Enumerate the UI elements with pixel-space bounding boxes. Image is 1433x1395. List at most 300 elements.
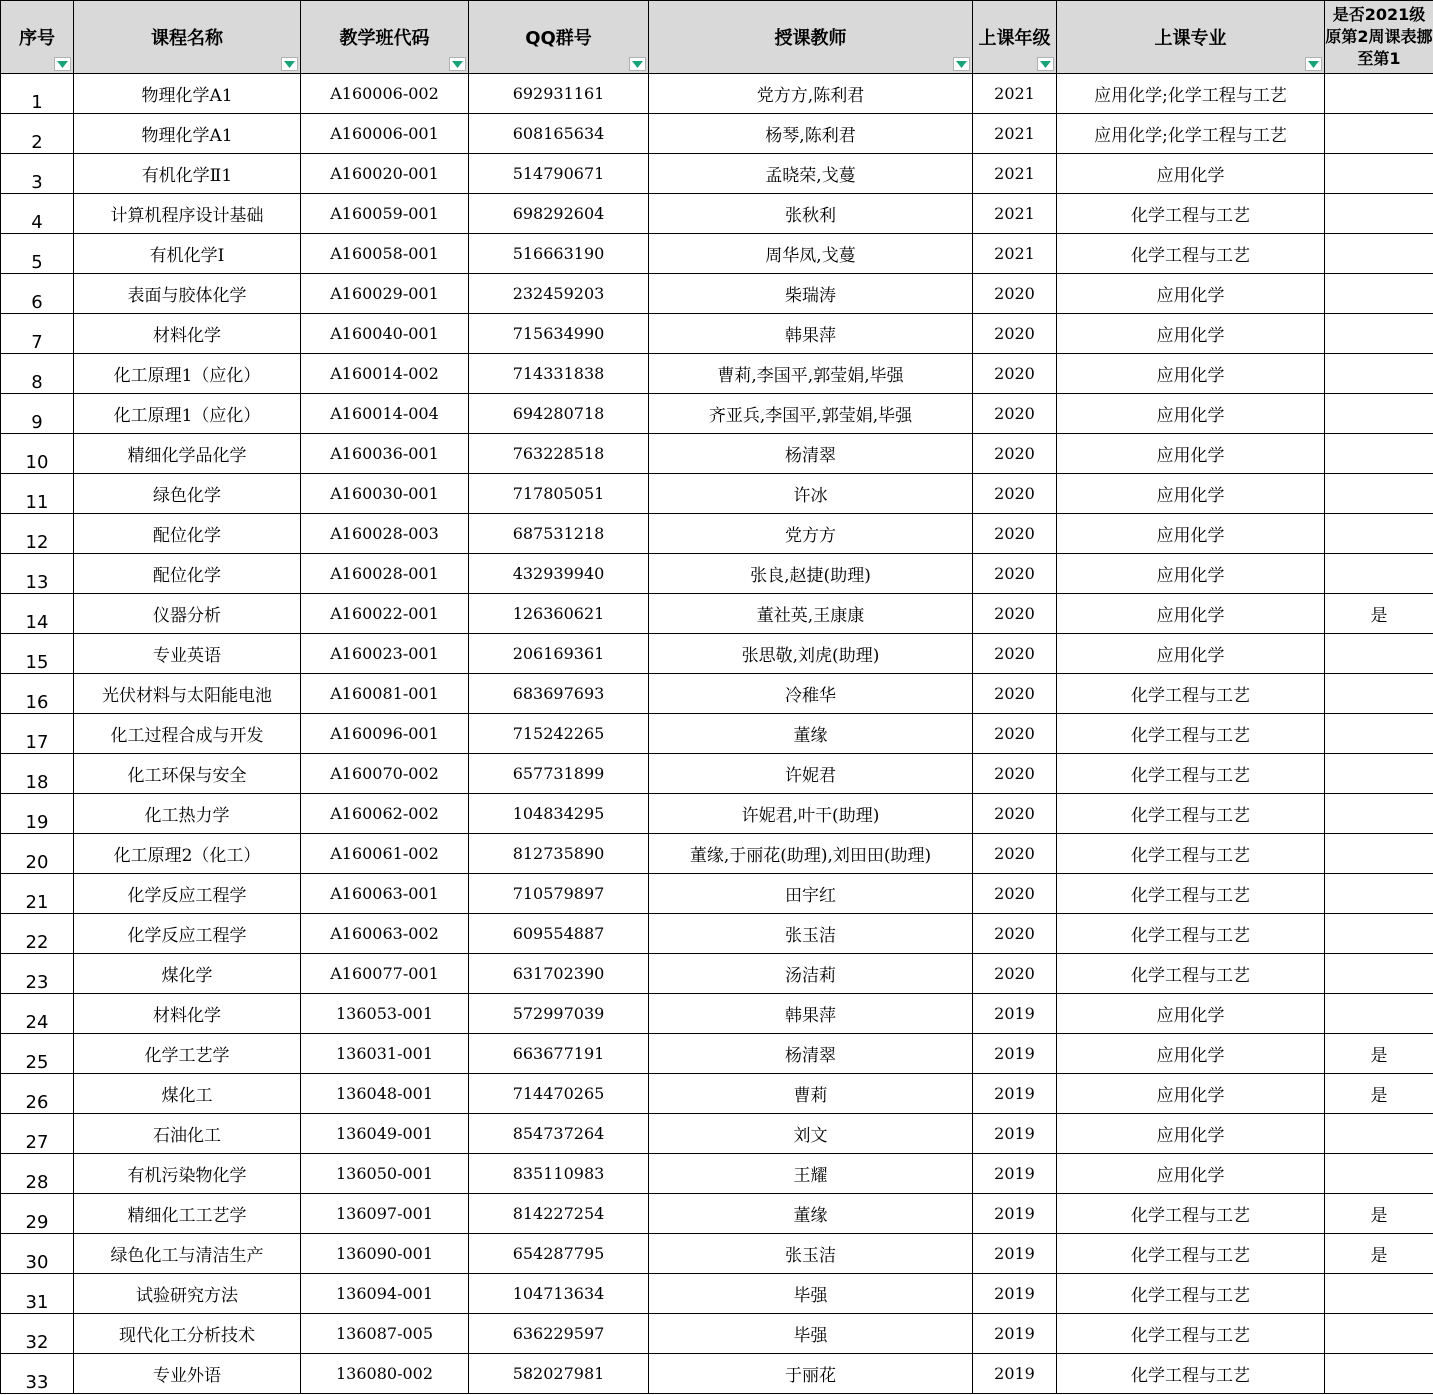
cell-course[interactable]: 仪器分析	[74, 594, 301, 634]
cell-class-code[interactable]: A160028-001	[301, 554, 469, 594]
cell-grade[interactable]: 2020	[973, 394, 1057, 434]
cell-moved[interactable]	[1325, 514, 1433, 554]
cell-moved[interactable]: 是	[1325, 1074, 1433, 1114]
cell-major[interactable]: 应用化学	[1057, 434, 1325, 474]
cell-course[interactable]: 计算机程序设计基础	[74, 194, 301, 234]
cell-class-code[interactable]: 136049-001	[301, 1114, 469, 1154]
cell-grade[interactable]: 2020	[973, 874, 1057, 914]
cell-teacher[interactable]: 齐亚兵,李国平,郭莹娟,毕强	[649, 394, 973, 434]
cell-grade[interactable]: 2021	[973, 194, 1057, 234]
cell-teacher[interactable]: 许妮君	[649, 754, 973, 794]
cell-qq[interactable]: 663677191	[469, 1034, 649, 1074]
cell-seq[interactable]: 2	[1, 114, 74, 154]
cell-grade[interactable]: 2019	[973, 1154, 1057, 1194]
cell-course[interactable]: 化学反应工程学	[74, 914, 301, 954]
cell-major[interactable]: 化学工程与工艺	[1057, 794, 1325, 834]
cell-major[interactable]: 化学工程与工艺	[1057, 234, 1325, 274]
cell-teacher[interactable]: 冷稚华	[649, 674, 973, 714]
table-row	[1, 674, 1433, 714]
cell-qq[interactable]: 683697693	[469, 674, 649, 714]
cell-moved[interactable]	[1325, 1274, 1433, 1314]
cell-moved[interactable]	[1325, 394, 1433, 434]
cell-teacher[interactable]: 于丽花	[649, 1354, 973, 1394]
cell-moved[interactable]	[1325, 114, 1433, 154]
cell-grade[interactable]: 2021	[973, 154, 1057, 194]
cell-qq[interactable]: 631702390	[469, 954, 649, 994]
cell-moved[interactable]	[1325, 754, 1433, 794]
cell-major[interactable]: 化学工程与工艺	[1057, 714, 1325, 754]
cell-class-code[interactable]: 136050-001	[301, 1154, 469, 1194]
cell-class-code[interactable]: 136094-001	[301, 1274, 469, 1314]
cell-seq[interactable]: 25	[1, 1034, 74, 1074]
filter-dropdown-icon[interactable]	[281, 57, 298, 71]
cell-seq[interactable]: 21	[1, 874, 74, 914]
filter-dropdown-icon[interactable]	[953, 57, 970, 71]
cell-moved[interactable]	[1325, 794, 1433, 834]
table-row	[1, 514, 1433, 554]
cell-class-code[interactable]: 136031-001	[301, 1034, 469, 1074]
cell-qq[interactable]: 572997039	[469, 994, 649, 1034]
cell-teacher[interactable]: 许冰	[649, 474, 973, 514]
cell-moved[interactable]	[1325, 714, 1433, 754]
cell-seq[interactable]: 6	[1, 274, 74, 314]
table-row	[1, 274, 1433, 314]
cell-qq[interactable]: 694280718	[469, 394, 649, 434]
cell-course[interactable]: 化工热力学	[74, 794, 301, 834]
cell-class-code[interactable]: A160036-001	[301, 434, 469, 474]
cell-teacher[interactable]: 柴瑞涛	[649, 274, 973, 314]
cell-grade[interactable]: 2020	[973, 314, 1057, 354]
cell-qq[interactable]: 714470265	[469, 1074, 649, 1114]
cell-grade[interactable]: 2020	[973, 634, 1057, 674]
cell-major[interactable]: 应用化学	[1057, 274, 1325, 314]
cell-seq[interactable]: 7	[1, 314, 74, 354]
cell-qq[interactable]: 104834295	[469, 794, 649, 834]
table-row	[1, 234, 1433, 274]
cell-moved[interactable]	[1325, 154, 1433, 194]
cell-major[interactable]: 化学工程与工艺	[1057, 834, 1325, 874]
cell-seq[interactable]: 29	[1, 1194, 74, 1234]
cell-class-code[interactable]: A160077-001	[301, 954, 469, 994]
cell-teacher[interactable]: 孟晓荣,戈蔓	[649, 154, 973, 194]
cell-seq[interactable]: 16	[1, 674, 74, 714]
cell-course[interactable]: 专业外语	[74, 1354, 301, 1394]
cell-seq[interactable]: 8	[1, 354, 74, 394]
cell-grade[interactable]: 2019	[973, 1274, 1057, 1314]
cell-teacher[interactable]: 董缘	[649, 1194, 973, 1234]
cell-teacher[interactable]: 汤洁莉	[649, 954, 973, 994]
cell-teacher[interactable]: 董缘	[649, 714, 973, 754]
cell-grade[interactable]: 2020	[973, 594, 1057, 634]
cell-moved[interactable]: 是	[1325, 1234, 1433, 1274]
cell-moved[interactable]	[1325, 234, 1433, 274]
cell-grade[interactable]: 2019	[973, 1314, 1057, 1354]
cell-course[interactable]: 精细化工工艺学	[74, 1194, 301, 1234]
cell-course[interactable]: 物理化学A1	[74, 74, 301, 114]
cell-moved[interactable]: 是	[1325, 1194, 1433, 1234]
cell-seq[interactable]: 20	[1, 834, 74, 874]
cell-seq[interactable]: 3	[1, 154, 74, 194]
table-row	[1, 1234, 1433, 1274]
cell-teacher[interactable]: 杨琴,陈利君	[649, 114, 973, 154]
cell-moved[interactable]	[1325, 474, 1433, 514]
cell-major[interactable]: 应用化学	[1057, 634, 1325, 674]
cell-course[interactable]: 石油化工	[74, 1114, 301, 1154]
cell-course[interactable]: 化学工艺学	[74, 1034, 301, 1074]
cell-major[interactable]: 应用化学	[1057, 154, 1325, 194]
cell-qq[interactable]: 763228518	[469, 434, 649, 474]
header-row	[1, 1, 1433, 74]
cell-class-code[interactable]: 136080-002	[301, 1354, 469, 1394]
cell-moved[interactable]	[1325, 194, 1433, 234]
table-row	[1, 994, 1433, 1034]
cell-major[interactable]: 化学工程与工艺	[1057, 674, 1325, 714]
cell-grade[interactable]: 2020	[973, 954, 1057, 994]
cell-grade[interactable]: 2021	[973, 234, 1057, 274]
cell-major[interactable]: 化学工程与工艺	[1057, 1354, 1325, 1394]
cell-moved[interactable]	[1325, 1354, 1433, 1394]
cell-seq[interactable]: 22	[1, 914, 74, 954]
cell-moved[interactable]	[1325, 274, 1433, 314]
cell-class-code[interactable]: A160006-001	[301, 114, 469, 154]
cell-teacher[interactable]: 曹莉,李国平,郭莹娟,毕强	[649, 354, 973, 394]
cell-moved[interactable]	[1325, 1114, 1433, 1154]
cell-grade[interactable]: 2019	[973, 1114, 1057, 1154]
cell-major[interactable]: 应用化学	[1057, 1074, 1325, 1114]
cell-course[interactable]: 配位化学	[74, 554, 301, 594]
cell-moved[interactable]: 是	[1325, 1034, 1433, 1074]
cell-qq[interactable]: 814227254	[469, 1194, 649, 1234]
cell-course[interactable]: 化学反应工程学	[74, 874, 301, 914]
cell-course[interactable]: 化工过程合成与开发	[74, 714, 301, 754]
header-grade: 上课年级	[973, 1, 1057, 74]
cell-grade[interactable]: 2019	[973, 1234, 1057, 1274]
cell-major[interactable]: 应用化学	[1057, 994, 1325, 1034]
cell-teacher[interactable]: 张良,赵捷(助理)	[649, 554, 973, 594]
cell-qq[interactable]: 812735890	[469, 834, 649, 874]
cell-grade[interactable]: 2020	[973, 914, 1057, 954]
cell-teacher[interactable]: 王耀	[649, 1154, 973, 1194]
cell-course[interactable]: 配位化学	[74, 514, 301, 554]
cell-major[interactable]: 化学工程与工艺	[1057, 874, 1325, 914]
cell-course[interactable]: 有机化学Ⅱ1	[74, 154, 301, 194]
header-teacher: 授课教师	[649, 1, 973, 74]
cell-grade[interactable]: 2019	[973, 1034, 1057, 1074]
header-seq: 序号	[1, 1, 74, 74]
cell-moved[interactable]	[1325, 834, 1433, 874]
cell-seq[interactable]: 4	[1, 194, 74, 234]
cell-moved[interactable]	[1325, 994, 1433, 1034]
cell-class-code[interactable]: 136097-001	[301, 1194, 469, 1234]
cell-class-code[interactable]: A160062-002	[301, 794, 469, 834]
cell-major[interactable]: 化学工程与工艺	[1057, 754, 1325, 794]
cell-qq[interactable]: 657731899	[469, 754, 649, 794]
cell-qq[interactable]: 432939940	[469, 554, 649, 594]
cell-seq[interactable]: 12	[1, 514, 74, 554]
cell-course[interactable]: 有机化学Ⅰ	[74, 234, 301, 274]
cell-grade[interactable]: 2020	[973, 674, 1057, 714]
cell-major[interactable]: 应用化学	[1057, 394, 1325, 434]
cell-class-code[interactable]: A160014-002	[301, 354, 469, 394]
cell-major[interactable]: 化学工程与工艺	[1057, 1234, 1325, 1274]
cell-course[interactable]: 光伏材料与太阳能电池	[74, 674, 301, 714]
cell-qq[interactable]: 687531218	[469, 514, 649, 554]
cell-qq[interactable]: 126360621	[469, 594, 649, 634]
cell-class-code[interactable]: A160070-002	[301, 754, 469, 794]
cell-major[interactable]: 应用化学	[1057, 594, 1325, 634]
cell-qq[interactable]: 608165634	[469, 114, 649, 154]
cell-seq[interactable]: 5	[1, 234, 74, 274]
cell-teacher[interactable]: 张秋利	[649, 194, 973, 234]
table-row	[1, 354, 1433, 394]
cell-course[interactable]: 表面与胶体化学	[74, 274, 301, 314]
cell-qq[interactable]: 232459203	[469, 274, 649, 314]
cell-class-code[interactable]: A160029-001	[301, 274, 469, 314]
cell-major[interactable]: 化学工程与工艺	[1057, 1274, 1325, 1314]
cell-major[interactable]: 应用化学	[1057, 1154, 1325, 1194]
cell-seq[interactable]: 26	[1, 1074, 74, 1114]
cell-grade[interactable]: 2020	[973, 554, 1057, 594]
cell-course[interactable]: 煤化工	[74, 1074, 301, 1114]
cell-grade[interactable]: 2020	[973, 714, 1057, 754]
cell-class-code[interactable]: A160006-002	[301, 74, 469, 114]
cell-teacher[interactable]: 张玉洁	[649, 914, 973, 954]
cell-course[interactable]: 绿色化学	[74, 474, 301, 514]
filter-dropdown-icon[interactable]	[54, 57, 71, 71]
cell-teacher[interactable]: 韩果萍	[649, 314, 973, 354]
cell-moved[interactable]	[1325, 914, 1433, 954]
cell-course[interactable]: 化工原理2（化工）	[74, 834, 301, 874]
cell-major[interactable]: 化学工程与工艺	[1057, 1314, 1325, 1354]
cell-seq[interactable]: 14	[1, 594, 74, 634]
cell-class-code[interactable]: A160040-001	[301, 314, 469, 354]
filter-dropdown-icon[interactable]	[1305, 57, 1322, 71]
header-class-code: 教学班代码	[301, 1, 469, 74]
cell-grade[interactable]: 2019	[973, 1194, 1057, 1234]
cell-teacher[interactable]: 曹莉	[649, 1074, 973, 1114]
table-row	[1, 954, 1433, 994]
cell-class-code[interactable]: 136090-001	[301, 1234, 469, 1274]
table-row	[1, 554, 1433, 594]
cell-major[interactable]: 应用化学	[1057, 1114, 1325, 1154]
cell-moved[interactable]	[1325, 874, 1433, 914]
cell-course[interactable]: 化工原理1（应化）	[74, 354, 301, 394]
cell-teacher[interactable]: 周华凤,戈蔓	[649, 234, 973, 274]
cell-major[interactable]: 应用化学	[1057, 514, 1325, 554]
cell-class-code[interactable]: 136048-001	[301, 1074, 469, 1114]
cell-class-code[interactable]: A160063-002	[301, 914, 469, 954]
header-course: 课程名称	[74, 1, 301, 74]
cell-moved[interactable]: 是	[1325, 594, 1433, 634]
cell-qq[interactable]: 715242265	[469, 714, 649, 754]
cell-qq[interactable]: 692931161	[469, 74, 649, 114]
cell-class-code[interactable]: A160020-001	[301, 154, 469, 194]
cell-class-code[interactable]: A160059-001	[301, 194, 469, 234]
cell-seq[interactable]: 28	[1, 1154, 74, 1194]
cell-grade[interactable]: 2020	[973, 834, 1057, 874]
cell-major[interactable]: 化学工程与工艺	[1057, 954, 1325, 994]
cell-grade[interactable]: 2020	[973, 514, 1057, 554]
cell-major[interactable]: 应用化学	[1057, 554, 1325, 594]
cell-moved[interactable]	[1325, 554, 1433, 594]
cell-teacher[interactable]: 杨清翠	[649, 434, 973, 474]
cell-major[interactable]: 应用化学	[1057, 1034, 1325, 1074]
table-row	[1, 434, 1433, 474]
cell-seq[interactable]: 13	[1, 554, 74, 594]
cell-major[interactable]: 化学工程与工艺	[1057, 1194, 1325, 1234]
cell-class-code[interactable]: A160028-003	[301, 514, 469, 554]
cell-seq[interactable]: 32	[1, 1314, 74, 1354]
cell-teacher[interactable]: 许妮君,叶干(助理)	[649, 794, 973, 834]
cell-seq[interactable]: 31	[1, 1274, 74, 1314]
cell-class-code[interactable]: A160022-001	[301, 594, 469, 634]
table-row	[1, 1114, 1433, 1154]
cell-qq[interactable]: 516663190	[469, 234, 649, 274]
cell-teacher[interactable]: 党方方	[649, 514, 973, 554]
cell-seq[interactable]: 19	[1, 794, 74, 834]
filter-dropdown-icon[interactable]	[1037, 57, 1054, 71]
cell-course[interactable]: 试验研究方法	[74, 1274, 301, 1314]
cell-teacher[interactable]: 毕强	[649, 1274, 973, 1314]
filter-dropdown-icon[interactable]	[629, 57, 646, 71]
cell-moved[interactable]	[1325, 354, 1433, 394]
cell-moved[interactable]	[1325, 634, 1433, 674]
cell-course[interactable]: 绿色化工与清洁生产	[74, 1234, 301, 1274]
cell-qq[interactable]: 514790671	[469, 154, 649, 194]
cell-class-code[interactable]: A160030-001	[301, 474, 469, 514]
cell-grade[interactable]: 2020	[973, 754, 1057, 794]
table-row	[1, 74, 1433, 114]
table-row	[1, 394, 1433, 434]
cell-qq[interactable]: 206169361	[469, 634, 649, 674]
cell-qq[interactable]: 835110983	[469, 1154, 649, 1194]
cell-course[interactable]: 有机污染物化学	[74, 1154, 301, 1194]
cell-qq[interactable]: 636229597	[469, 1314, 649, 1354]
cell-moved[interactable]	[1325, 674, 1433, 714]
table-body	[1, 74, 1433, 1394]
cell-teacher[interactable]: 董缘,于丽花(助理),刘田田(助理)	[649, 834, 973, 874]
cell-seq[interactable]: 27	[1, 1114, 74, 1154]
cell-grade[interactable]: 2020	[973, 794, 1057, 834]
cell-qq[interactable]: 698292604	[469, 194, 649, 234]
cell-class-code[interactable]: A160096-001	[301, 714, 469, 754]
table-row	[1, 1154, 1433, 1194]
cell-teacher[interactable]: 毕强	[649, 1314, 973, 1354]
cell-course[interactable]: 煤化学	[74, 954, 301, 994]
cell-moved[interactable]	[1325, 954, 1433, 994]
cell-seq[interactable]: 30	[1, 1234, 74, 1274]
cell-teacher[interactable]: 党方方,陈利君	[649, 74, 973, 114]
cell-seq[interactable]: 18	[1, 754, 74, 794]
cell-qq[interactable]: 714331838	[469, 354, 649, 394]
cell-qq[interactable]: 717805051	[469, 474, 649, 514]
cell-grade[interactable]: 2019	[973, 1074, 1057, 1114]
cell-moved[interactable]	[1325, 74, 1433, 114]
cell-grade[interactable]: 2019	[973, 1354, 1057, 1394]
cell-teacher[interactable]: 张思敬,刘虎(助理)	[649, 634, 973, 674]
cell-class-code[interactable]: A160063-001	[301, 874, 469, 914]
cell-seq[interactable]: 24	[1, 994, 74, 1034]
cell-qq[interactable]: 609554887	[469, 914, 649, 954]
cell-major[interactable]: 应用化学	[1057, 354, 1325, 394]
cell-grade[interactable]: 2020	[973, 474, 1057, 514]
cell-teacher[interactable]: 刘文	[649, 1114, 973, 1154]
cell-grade[interactable]: 2020	[973, 434, 1057, 474]
cell-major[interactable]: 应用化学;化学工程与工艺	[1057, 74, 1325, 114]
cell-class-code[interactable]: 136053-001	[301, 994, 469, 1034]
cell-class-code[interactable]: A160058-001	[301, 234, 469, 274]
table-row	[1, 154, 1433, 194]
cell-seq[interactable]: 15	[1, 634, 74, 674]
cell-qq[interactable]: 582027981	[469, 1354, 649, 1394]
cell-class-code[interactable]: A160061-002	[301, 834, 469, 874]
table-row	[1, 194, 1433, 234]
cell-teacher[interactable]: 董社英,王康康	[649, 594, 973, 634]
cell-seq[interactable]: 10	[1, 434, 74, 474]
cell-grade[interactable]: 2020	[973, 274, 1057, 314]
cell-qq[interactable]: 710579897	[469, 874, 649, 914]
table-row	[1, 914, 1433, 954]
cell-grade[interactable]: 2021	[973, 74, 1057, 114]
cell-moved[interactable]	[1325, 314, 1433, 354]
cell-major[interactable]: 应用化学	[1057, 314, 1325, 354]
cell-qq[interactable]: 104713634	[469, 1274, 649, 1314]
cell-teacher[interactable]: 杨清翠	[649, 1034, 973, 1074]
cell-course[interactable]: 材料化学	[74, 994, 301, 1034]
cell-teacher[interactable]: 田宇红	[649, 874, 973, 914]
cell-qq[interactable]: 854737264	[469, 1114, 649, 1154]
table-row	[1, 794, 1433, 834]
cell-moved[interactable]	[1325, 1314, 1433, 1354]
cell-grade[interactable]: 2020	[973, 354, 1057, 394]
cell-moved[interactable]	[1325, 1154, 1433, 1194]
header-moved: 是否2021级原第2周课表挪至第1	[1325, 1, 1433, 74]
cell-class-code[interactable]: A160023-001	[301, 634, 469, 674]
cell-major[interactable]: 化学工程与工艺	[1057, 914, 1325, 954]
cell-grade[interactable]: 2021	[973, 114, 1057, 154]
cell-major[interactable]: 应用化学	[1057, 474, 1325, 514]
cell-course[interactable]: 专业英语	[74, 634, 301, 674]
table-row	[1, 874, 1433, 914]
cell-course[interactable]: 物理化学A1	[74, 114, 301, 154]
cell-class-code[interactable]: A160014-004	[301, 394, 469, 434]
cell-seq[interactable]: 23	[1, 954, 74, 994]
cell-seq[interactable]: 1	[1, 74, 74, 114]
cell-course[interactable]: 化工原理1（应化）	[74, 394, 301, 434]
cell-course[interactable]: 材料化学	[74, 314, 301, 354]
cell-major[interactable]: 化学工程与工艺	[1057, 194, 1325, 234]
cell-seq[interactable]: 9	[1, 394, 74, 434]
cell-class-code[interactable]: 136087-005	[301, 1314, 469, 1354]
cell-teacher[interactable]: 韩果萍	[649, 994, 973, 1034]
cell-grade[interactable]: 2019	[973, 994, 1057, 1034]
cell-seq[interactable]: 17	[1, 714, 74, 754]
cell-course[interactable]: 化工环保与安全	[74, 754, 301, 794]
filter-dropdown-icon[interactable]	[449, 57, 466, 71]
cell-qq[interactable]: 654287795	[469, 1234, 649, 1274]
table-row	[1, 1034, 1433, 1074]
cell-class-code[interactable]: A160081-001	[301, 674, 469, 714]
cell-seq[interactable]: 11	[1, 474, 74, 514]
cell-course[interactable]: 精细化学品化学	[74, 434, 301, 474]
cell-teacher[interactable]: 张玉洁	[649, 1234, 973, 1274]
table-row	[1, 1314, 1433, 1354]
cell-seq[interactable]: 33	[1, 1354, 74, 1394]
cell-qq[interactable]: 715634990	[469, 314, 649, 354]
cell-course[interactable]: 现代化工分析技术	[74, 1314, 301, 1354]
cell-major[interactable]: 应用化学;化学工程与工艺	[1057, 114, 1325, 154]
cell-moved[interactable]	[1325, 434, 1433, 474]
